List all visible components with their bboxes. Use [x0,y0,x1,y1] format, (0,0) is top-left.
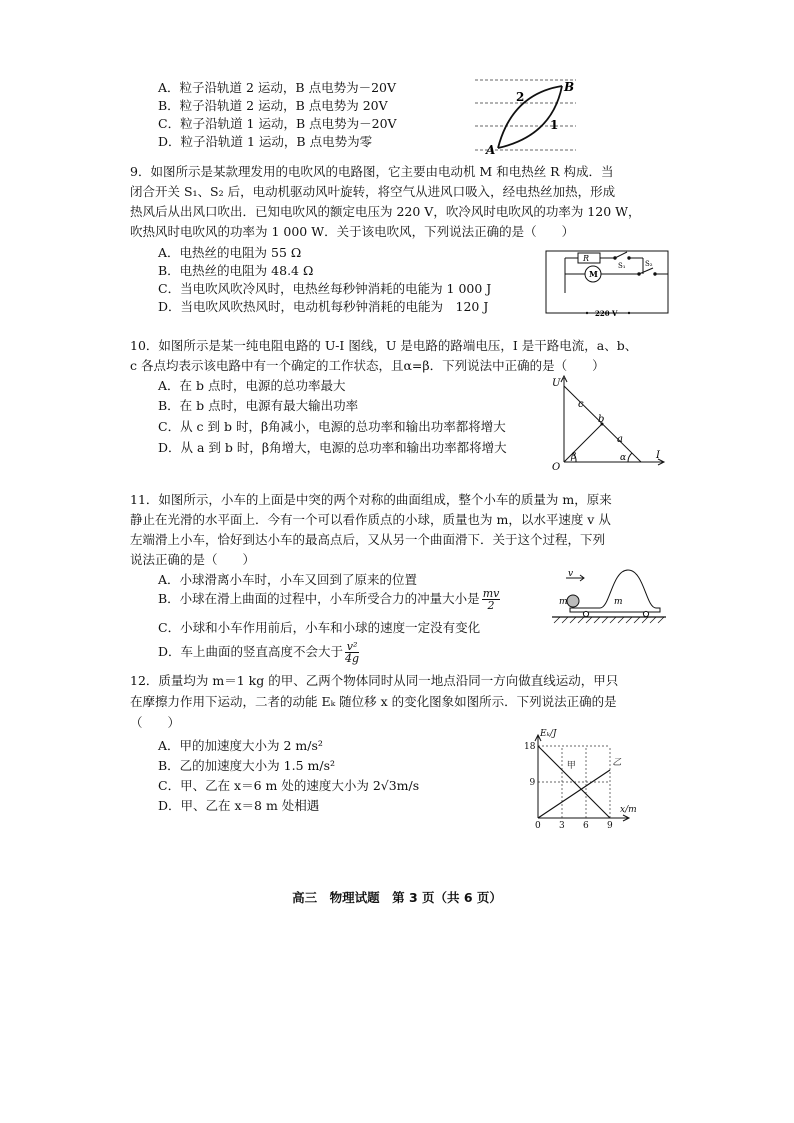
q10-option-c: C．从 c 到 b 时，β角减小，电源的总功率和输出功率都将增大 [158,419,506,434]
q11-label-ball-mass: m [559,597,568,607]
q11-option-a: A．小球滑离小车时，小车又回到了原来的位置 [158,572,418,587]
q11-label-v: v [568,569,574,579]
q11-option-b-fraction [482,588,501,611]
q10-label-c: c [578,399,584,410]
x-tick-label: 6 [583,821,589,830]
x-tick-label: 0 [535,821,541,830]
y-axis-label: Eₖ/J [540,729,557,739]
ek-chart-svg [520,726,648,830]
x-axis-label: x/m [620,805,637,815]
series-label-jia: 甲 [566,761,576,771]
q8-option-c: C．粒子沿轨道 1 运动，B 点电势为－20V [158,116,397,131]
q11-cart-figure [548,564,670,630]
q10-stem-line-2: c 各点均表示该电路中有一个确定的工作状态，且α=β．下列说法中正确的是（ ） [130,358,605,373]
q9-label-voltage: 220 V [595,309,618,318]
frac-denominator: 2 [487,599,495,612]
q11-option-b [158,588,500,611]
q11-label-cart-mass: m [614,597,623,607]
q11-option-c: C．小球和小车作用前后，小车和小球的速度一定没有变化 [158,620,481,635]
q9-option-c: C．当电吹风吹冷风时，电热丝每秒钟消耗的电能为 1 000 J [158,281,492,296]
q12-stem-line-1: 12．质量均为 m＝1 kg 的甲、乙两个物体同时从同一地点沿同一方向做直线运动，甲只 [130,673,619,688]
q8-label-2: 2 [516,90,525,104]
q9-label-m: M [589,269,598,279]
q10-label-a: a [617,434,623,445]
x-tick-label: 9 [607,821,613,830]
q9-option-a: A．电热丝的电阻为 55 Ω [158,245,302,260]
q10-ui-graph [546,372,670,472]
page-footer: 高三 物理试题 第 3 页（共 6 页） [292,890,502,905]
q10-label-alpha: α [620,453,627,463]
q11-stem-line-2: 静止在光滑的水平面上．今有一个可以看作质点的小球，质量也为 m，以水平速度 v 从 [130,512,611,527]
q9-circuit-figure [543,248,673,318]
q11-option-d-text: D．车上曲面的竖直高度不会大于 [158,644,344,659]
q8-label-b: B [564,80,575,94]
q10-option-d: D．从 a 到 b 时，β角增大，电源的总功率和输出功率都将增大 [158,440,507,455]
q9-label-r: R [583,254,590,263]
q11-option-b-text: B．小球在滑上曲面的过程中，小车所受合力的冲量大小是 [158,591,480,606]
q11-stem-line-4: 说法正确的是（ ） [130,552,256,567]
q11-stem-line-1: 11．如图所示，小车的上面是中突的两个对称的曲面组成，整个小车的质量为 m，原来 [130,492,612,507]
q10-label-beta: β [571,452,577,462]
q12-option-d: D．甲、乙在 x＝8 m 处相遇 [158,798,320,813]
frac-denominator: 4g [345,652,360,665]
q11-stem-line-3: 左端滑上小车，恰好到达小车的最高点后，又从另一个曲面滑下．关于这个过程，下列 [130,532,606,547]
q10-label-b: b [598,414,605,425]
q9-stem-line-2: 闭合开关 S₁、S₂ 后，电动机驱动风叶旋转，将空气从进风口吸入，经电热丝加热，形成 [130,184,616,199]
q10-label-u: U [552,378,561,389]
q8-option-d: D．粒子沿轨道 1 运动，B 点电势为零 [158,134,373,149]
q8-trajectory-figure [470,74,580,158]
q11-option-d [158,641,359,664]
series-label-yi: 乙 [612,758,622,769]
q8-label-1: 1 [550,118,559,132]
q12-ek-x-chart [520,726,648,830]
frac-numerator: v² [346,640,358,653]
q9-label-s1: S₁ [618,262,626,270]
q12-option-a: A．甲的加速度大小为 2 m/s² [158,738,323,753]
q8-option-b: B．粒子沿轨道 2 运动，B 点电势为 20V [158,98,388,113]
q9-option-d: D．当电吹风吹热风时，电动机每秒钟消耗的电能为 120 J [158,299,489,314]
x-tick-label: 3 [559,821,565,830]
q8-option-a: A．粒子沿轨道 2 运动，B 点电势为－20V [158,80,397,95]
q12-option-b: B．乙的加速度大小为 1.5 m/s² [158,758,336,773]
y-tick-label: 18 [524,742,536,752]
q9-label-s2: S₂ [645,260,653,268]
q9-stem-line-1: 9．如图所示是某款理发用的电吹风的电路图，它主要由电动机 M 和电热丝 R 构成．当 [130,164,614,179]
q10-option-b: B．在 b 点时，电源有最大输出功率 [158,398,359,413]
q9-option-b: B．电热丝的电阻为 48.4 Ω [158,263,314,278]
frac-numerator: mv [482,587,500,600]
q9-stem-line-4: 吹热风时电吹风的功率为 1 000 W．关于该电吹风，下列说法正确的是（ ） [130,224,575,239]
q10-stem-line-1: 10．如图所示是某一纯电阻电路的 U-I 图线，U 是电路的路端电压，I 是干路电流，a、b、 [130,338,638,353]
q12-stem-line-3: （ ） [130,715,181,730]
q10-label-i: I [656,450,660,461]
q12-option-c: C．甲、乙在 x＝6 m 处的速度大小为 2√3m/s [158,778,420,793]
y-tick-label: 9 [529,778,536,788]
q10-option-a: A．在 b 点时，电源的总功率最大 [158,378,346,393]
q8-label-a: A [486,143,496,157]
series-line-yi [538,770,610,818]
q11-option-d-fraction [345,641,359,664]
q10-label-o: O [552,462,561,472]
q12-stem-line-2: 在摩擦力作用下运动，二者的动能 Eₖ 随位移 x 的变化图象如图所示．下列说法正确的是 [130,694,617,709]
q9-stem-line-3: 热风后从出风口吹出．已知电吹风的额定电压为 220 V，吹冷风时电吹风的功率为 120 W， [130,204,641,219]
